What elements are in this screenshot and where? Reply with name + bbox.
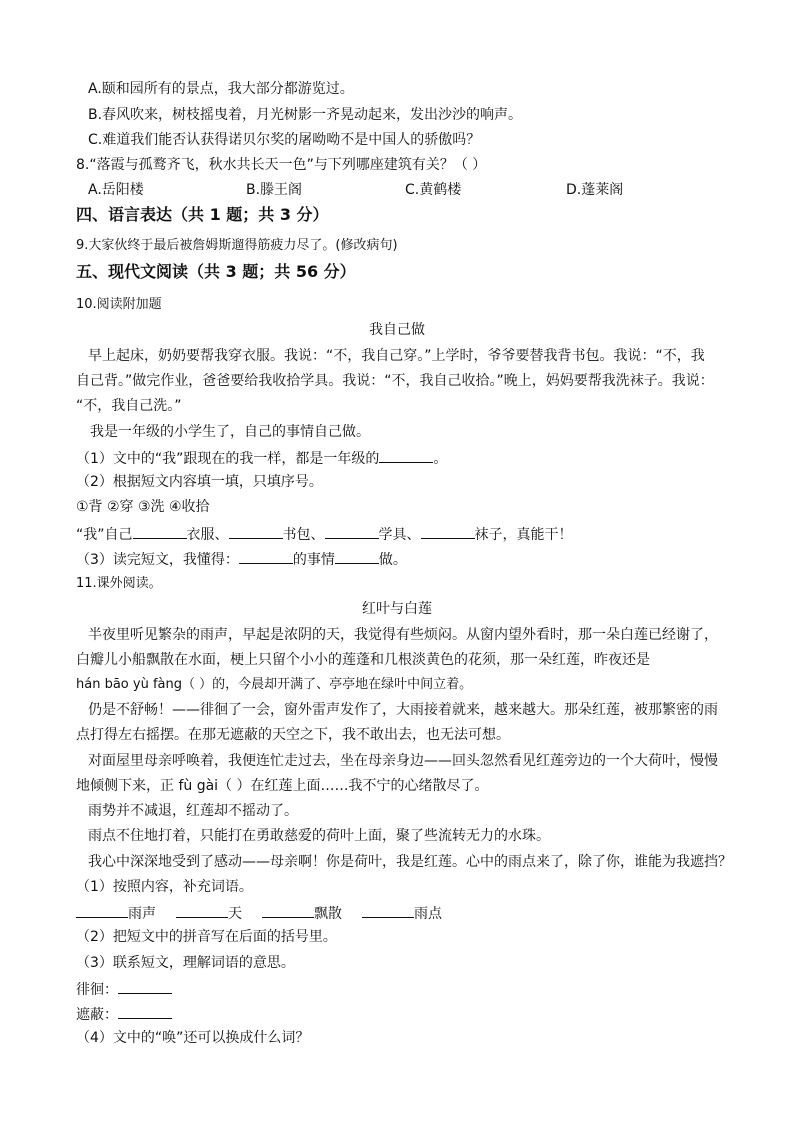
q11-word-3: 飘散 bbox=[314, 906, 342, 922]
q11-p3-line1: 对面屋里母亲呼唤着，我便连忙走过去，坐在母亲身边——回头忽然看见红莲旁边的一个大荷叶，慢慢 bbox=[88, 753, 718, 769]
q11-w2-blank[interactable] bbox=[118, 1004, 172, 1019]
q11-p2-line1: 仍是不舒畅！——徘徊了一会，窗外雷声发作了，大雨接着就来，越来越大。那朵红莲，被那繁密的雨 bbox=[88, 702, 718, 718]
q11-p1-line1: 半夜里听见繁杂的雨声，早起是浓阴的天，我觉得有些烦闷。从窗内望外看时，那一朵白莲已经谢了， bbox=[88, 627, 718, 643]
q11-p1-line3: hán bāo yù fàng（ ）的，今晨却开满了、亭亭地在绿叶中间立着。 bbox=[76, 677, 473, 692]
q10-sub1 bbox=[76, 448, 447, 468]
q11-word-meaning-2 bbox=[76, 1004, 172, 1024]
section4-heading: 四、语言表达（共 1 题；共 3 分） bbox=[76, 205, 329, 224]
q11-word-blank-1[interactable] bbox=[76, 903, 128, 918]
q10-para1-line1: 早上起床，奶奶要帮我穿衣服。我说：“不，我自己穿。”上学时，爷爷要替我背书包。我说：“不，我 bbox=[88, 348, 705, 364]
q10-sub3-post: 做。 bbox=[378, 552, 407, 568]
q11-sub2: （2）把短文中的拼音写在后面的括号里。 bbox=[76, 929, 337, 945]
q10-para1-line2: 自己背。”做完作业，爸爸要给我收拾学具。我说：“不，我自己收拾。”晚上，妈妈要帮我洗袜子。我说： bbox=[76, 373, 714, 389]
q11-sub1: （1）按照内容，补充词语。 bbox=[76, 879, 253, 895]
q11-sub4: （4）文中的“唤”还可以换成什么词？ bbox=[76, 1030, 310, 1046]
q10-fill-d: 学具、 bbox=[378, 527, 421, 543]
q10-sub3-blank-1[interactable] bbox=[239, 549, 293, 564]
q10-fill-blank-3[interactable] bbox=[325, 524, 379, 539]
q11-word-blank-3[interactable] bbox=[262, 903, 314, 918]
q11-label: 11.课外阅读。 bbox=[76, 576, 162, 591]
q10-passage-title: 我自己做 bbox=[369, 322, 425, 338]
q11-word-blank-4[interactable] bbox=[362, 903, 414, 918]
q10-fill-c: 书包、 bbox=[282, 527, 325, 543]
q10-sub3-mid: 的事情 bbox=[292, 552, 335, 568]
q10-sub3-pre: （3）读完短文，我懂得： bbox=[76, 552, 239, 568]
q10-fill-a: “我”自己 bbox=[76, 527, 133, 543]
q11-w1-label: 徘徊： bbox=[76, 982, 118, 998]
q9-text: 9.大家伙终于最后被詹姆斯遛得筋疲力尽了。(修改病句) bbox=[76, 238, 398, 253]
q10-sub1-end: 。 bbox=[433, 451, 448, 467]
q11-word-meaning-1 bbox=[76, 979, 172, 999]
q10-label: 10.阅读附加题 bbox=[76, 297, 162, 312]
q11-words-line bbox=[76, 903, 442, 923]
q10-para2: 我是一年级的小学生了，自己的事情自己做。 bbox=[90, 424, 370, 440]
q10-fill-blank-4[interactable] bbox=[421, 524, 475, 539]
q11-p2-line2: 点打得左右摇摆。在那无遮蔽的天空之下，我不敢出去，也无法可想。 bbox=[76, 727, 510, 743]
q10-sub3 bbox=[76, 549, 407, 569]
q11-p5: 雨点不住地打着，只能打在勇敢慈爱的荷叶上面，聚了些流转无力的水珠。 bbox=[88, 828, 550, 844]
q11-p6: 我心中深深地受到了感动——母亲啊！你是荷叶，我是红莲。心中的雨点来了，除了你，谁能为我遮挡？ bbox=[88, 854, 732, 870]
q8-option-a: A.岳阳楼 bbox=[88, 182, 144, 198]
q10-sub1-text: （1）文中的“我”跟现在的我一样，都是一年级的 bbox=[76, 451, 380, 467]
q7-option-c: C.难道我们能否认获得诺贝尔奖的屠呦呦不是中国人的骄傲吗？ bbox=[88, 132, 481, 148]
q11-word-blank-2[interactable] bbox=[176, 903, 228, 918]
q10-fill-b: 衣服、 bbox=[186, 527, 229, 543]
q8-option-d: D.蓬莱阁 bbox=[566, 182, 624, 198]
q10-sub1-blank[interactable] bbox=[379, 448, 433, 463]
q8-stem: 8.“落霞与孤鹜齐飞，秋水共长天一色”与下列哪座建筑有关？（ ） bbox=[76, 157, 487, 173]
q10-choices: ①背 ②穿 ③洗 ④收拾 bbox=[76, 499, 210, 515]
q10-para1-line3: “不，我自己洗。” bbox=[76, 398, 182, 414]
q10-fill-line bbox=[76, 524, 573, 544]
q10-fill-blank-2[interactable] bbox=[229, 524, 283, 539]
q7-option-a: A.颐和园所有的景点，我大部分都游览过。 bbox=[88, 81, 354, 97]
q11-w2-label: 遮蔽： bbox=[76, 1007, 118, 1023]
q11-sub3: （3）联系短文，理解词语的意思。 bbox=[76, 955, 295, 971]
q11-word-4: 雨点 bbox=[414, 906, 442, 922]
q11-word-2: 天 bbox=[228, 906, 242, 922]
q11-w1-blank[interactable] bbox=[118, 979, 172, 994]
q10-fill-e: 袜子，真能干！ bbox=[474, 527, 573, 543]
q10-fill-blank-1[interactable] bbox=[133, 524, 187, 539]
section5-heading: 五、现代文阅读（共 3 题；共 56 分） bbox=[76, 262, 356, 281]
q8-option-b: B.滕王阁 bbox=[246, 182, 303, 198]
q10-sub3-blank-2[interactable] bbox=[335, 549, 379, 564]
q11-p3-line2: 地倾侧下来，正 fù gài（ ）在红莲上面……我不宁的心绪散尽了。 bbox=[76, 778, 489, 794]
q11-word-1: 雨声 bbox=[128, 906, 156, 922]
q10-sub2: （2）根据短文内容填一填，只填序号。 bbox=[76, 474, 323, 490]
q11-p1-line2: 白瓣儿小船飘散在水面，梗上只留个小小的莲蓬和几根淡黄色的花须，那一朵红莲，昨夜还是 bbox=[76, 652, 650, 668]
q11-passage-title: 红叶与白莲 bbox=[362, 601, 432, 617]
q8-option-c: C.黄鹤楼 bbox=[405, 182, 462, 198]
q11-p4: 雨势并不减退，红莲却不摇动了。 bbox=[88, 803, 298, 819]
q7-option-b: B.春风吹来，树枝摇曳着，月光树影一齐晃动起来，发出沙沙的响声。 bbox=[88, 107, 523, 123]
